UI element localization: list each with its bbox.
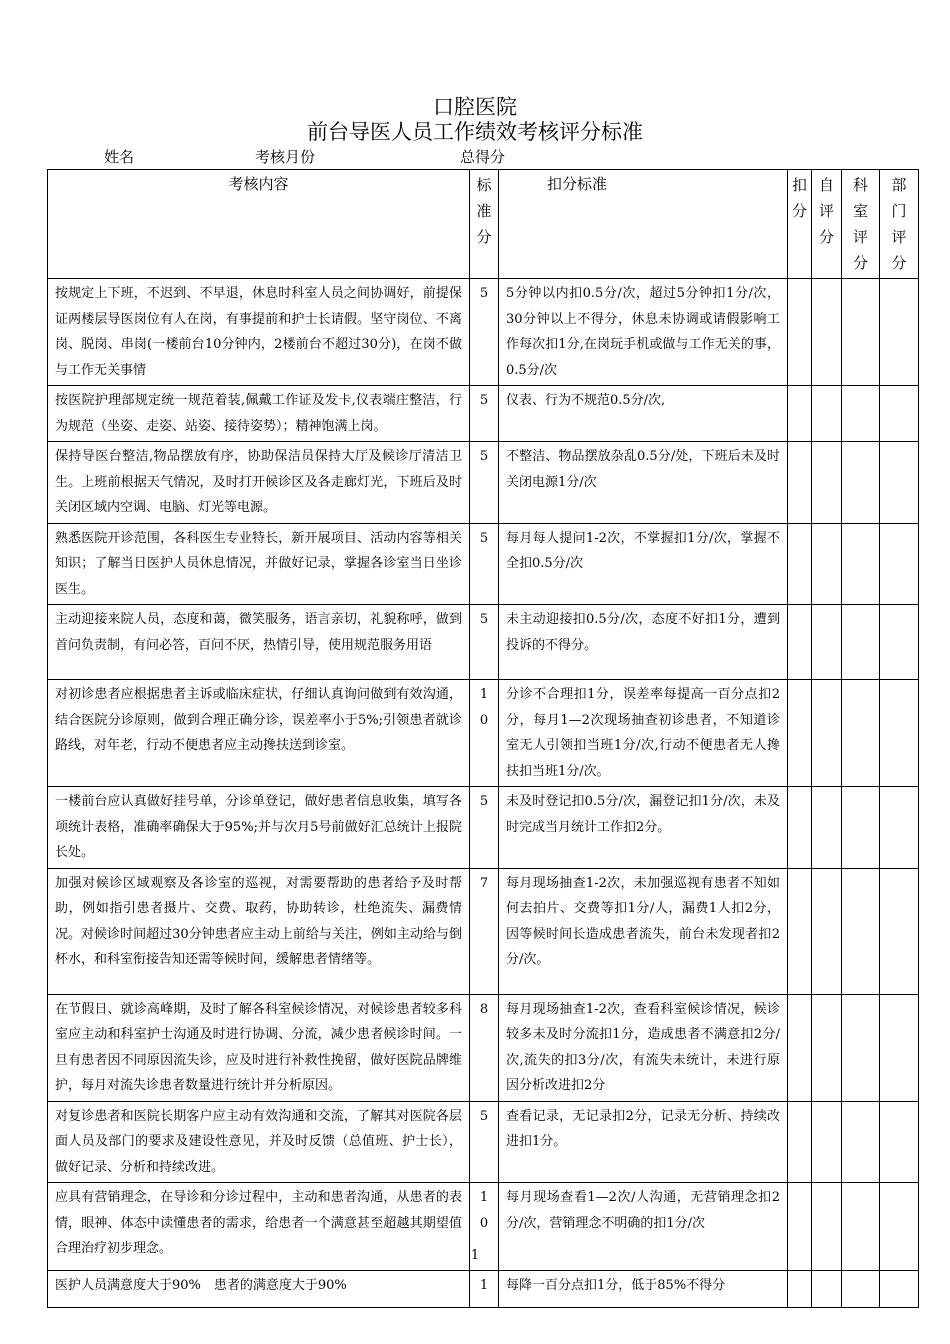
row-criteria: 未及时登记扣0.5分/次，漏登记扣1分/次，未及时完成当月统计工作扣2分。 xyxy=(499,787,788,869)
table-row xyxy=(48,1271,919,1308)
header-deduction: 扣分 xyxy=(788,170,812,279)
header-self-score: 自评分 xyxy=(812,170,842,279)
document-title: 口腔医院 xyxy=(433,95,517,119)
row-standard-score: 7 xyxy=(470,868,499,994)
document-subtitle: 前台导医人员工作绩效考核评分标准 xyxy=(307,120,643,144)
row-dept-score-cell[interactable] xyxy=(842,442,880,524)
row-division-score-cell[interactable] xyxy=(880,994,919,1101)
row-criteria: 仪表、行为不规范0.5分/次, xyxy=(499,386,788,442)
row-criteria: 5分钟以内扣0.5分/次，超过5分钟扣1分/次，30分钟以上不得分，休息未协调或请假影响工作每次扣1分,在岗玩手机或做与工作无关的事，0.5分/次 xyxy=(499,279,788,386)
header-content: 考核内容 xyxy=(48,170,470,279)
row-division-score-cell[interactable] xyxy=(880,605,919,680)
row-deduction-cell[interactable] xyxy=(788,1271,812,1308)
row-criteria: 分诊不合理扣1分，误差率每提高一百分点扣2分，每月1—2次现场抽查初诊患者，不知道诊室无人引领扣当班1分/次,行动不便患者无人搀扶扣当班1分/次。 xyxy=(499,680,788,787)
row-content: 在节假日、就诊高峰期，及时了解各科室候诊情况，对候诊患者较多科室应主动和科室护士沟通及时进行协调、分流，减少患者候诊时间。一旦有患者因不同原因流失诊，应及时进行补救性挽留，做好医院品牌维护，每月对流失诊患者数量进行统计并分析原因。 xyxy=(48,994,470,1101)
row-criteria: 每月现场查看1—2次/人沟通，无营销理念扣2分/次，营销理念不明确的扣1分/次 xyxy=(499,1183,788,1271)
table-row xyxy=(48,605,919,680)
name-field-label: 姓名 xyxy=(104,148,135,166)
row-content: 对复诊患者和医院长期客户应主动有效沟通和交流，了解其对医院各层面人员及部门的要求及建设性意见，并及时反馈（总值班、护士长），做好记录、分析和持续改进。 xyxy=(48,1101,470,1183)
page-number: 1 xyxy=(470,1248,480,1263)
table-row xyxy=(48,386,919,442)
row-content: 加强对候诊区域观察及各诊室的巡视，对需要帮助的患者给予及时帮助，例如指引患者摄片、交费、取药，协助转诊，杜绝流失、漏费情况。对候诊时间超过30分钟患者应主动上前给与关注，例如主动给与倒杯水，和科室衔接告知还需等候时间，缓解患者情绪等。 xyxy=(48,868,470,994)
row-deduction-cell[interactable] xyxy=(788,442,812,524)
row-deduction-cell[interactable] xyxy=(788,994,812,1101)
row-content: 保持导医台整洁,物品摆放有序，协助保洁员保持大厅及候诊厅清洁卫生。上班前根据天气情况，及时打开候诊区及各走廊灯光，下班后及时关闭区域内空调、电脑、灯光等电源。 xyxy=(48,442,470,524)
row-dept-score-cell[interactable] xyxy=(842,279,880,386)
row-deduction-cell[interactable] xyxy=(788,787,812,869)
month-field-label: 考核月份 xyxy=(255,148,316,166)
row-division-score-cell[interactable] xyxy=(880,442,919,524)
table-row xyxy=(48,279,919,386)
header-standard-score: 标准分 xyxy=(470,170,499,279)
row-division-score-cell[interactable] xyxy=(880,386,919,442)
row-content: 主动迎接来院人员，态度和蔼，微笑服务，语言亲切，礼貌称呼，做到首问负责制，有问必答，百问不厌，热情引导，使用规范服务用语 xyxy=(48,605,470,680)
row-self-score-cell[interactable] xyxy=(812,1271,842,1308)
header-division-score: 部门评分 xyxy=(880,170,919,279)
row-dept-score-cell[interactable] xyxy=(842,680,880,787)
row-content: 应具有营销理念，在导诊和分诊过程中，主动和患者沟通，从患者的表情，眼神、体态中读懂患者的需求，给患者一个满意甚至超越其期望值合理治疗初步理念。 xyxy=(48,1183,470,1271)
table-row xyxy=(48,523,919,605)
row-content: 医护人员满意度大于90% 患者的满意度大于90% xyxy=(48,1271,470,1308)
row-dept-score-cell[interactable] xyxy=(842,994,880,1101)
row-self-score-cell[interactable] xyxy=(812,868,842,994)
row-dept-score-cell[interactable] xyxy=(842,868,880,994)
row-standard-score: 5 xyxy=(470,523,499,605)
row-deduction-cell[interactable] xyxy=(788,1101,812,1183)
row-division-score-cell[interactable] xyxy=(880,787,919,869)
row-content: 按规定上下班，不迟到、不早退，休息时科室人员之间协调好，前提保证两楼层导医岗位有人在岗，有事提前和护士长请假。坚守岗位、不离岗、脱岗、串岗(一楼前台10分钟内，2楼前台不超过30分)，在岗不做与工作无关事情 xyxy=(48,279,470,386)
header-criteria: 扣分标准 xyxy=(499,170,788,279)
table-row xyxy=(48,994,919,1101)
row-criteria: 不整洁、物品摆放杂乱0.5分/处，下班后未及时关闭电源1分/次 xyxy=(499,442,788,524)
row-standard-score: 10 xyxy=(470,680,499,787)
row-criteria: 每月每人提问1-2次，不掌握扣1分/次，掌握不全扣0.5分/次 xyxy=(499,523,788,605)
row-content: 按医院护理部规定统一规范着装,佩戴工作证及发卡,仪表端庄整洁，行为规范（坐姿、走姿、站姿、接待姿势）；精神饱满上岗。 xyxy=(48,386,470,442)
row-standard-score: 5 xyxy=(470,279,499,386)
row-content: 对初诊患者应根据患者主诉或临床症状，仔细认真询问做到有效沟通，结合医院分诊原则，做到合理正确分诊，误差率小于5%;引领患者就诊路线，对年老，行动不便患者应主动搀扶送到诊室。 xyxy=(48,680,470,787)
row-self-score-cell[interactable] xyxy=(812,523,842,605)
row-self-score-cell[interactable] xyxy=(812,787,842,869)
row-self-score-cell[interactable] xyxy=(812,1101,842,1183)
row-criteria: 每月现场抽查1-2次，未加强巡视有患者不知如何去拍片、交费等扣1分/人，漏费1人扣2分，因等候时间长造成患者流失，前台未发现者扣2分/次。 xyxy=(499,868,788,994)
row-deduction-cell[interactable] xyxy=(788,279,812,386)
row-criteria: 查看记录，无记录扣2分，记录无分析、持续改进扣1分。 xyxy=(499,1101,788,1183)
row-criteria: 每降一百分点扣1分，低于85%不得分 xyxy=(499,1271,788,1308)
row-division-score-cell[interactable] xyxy=(880,523,919,605)
row-deduction-cell[interactable] xyxy=(788,605,812,680)
row-standard-score: 5 xyxy=(470,442,499,524)
row-deduction-cell[interactable] xyxy=(788,868,812,994)
row-self-score-cell[interactable] xyxy=(812,386,842,442)
row-deduction-cell[interactable] xyxy=(788,523,812,605)
row-standard-score: 5 xyxy=(470,787,499,869)
header-dept-score: 科室评分 xyxy=(842,170,880,279)
table-row xyxy=(48,787,919,869)
row-content: 熟悉医院开诊范围，各科医生专业特长，新开展项目、活动内容等相关知识；了解当日医护人员休息情况，并做好记录，掌握各诊室当日坐诊医生。 xyxy=(48,523,470,605)
row-dept-score-cell[interactable] xyxy=(842,1101,880,1183)
row-division-score-cell[interactable] xyxy=(880,868,919,994)
row-division-score-cell[interactable] xyxy=(880,680,919,787)
table-row xyxy=(48,680,919,787)
row-self-score-cell[interactable] xyxy=(812,680,842,787)
row-dept-score-cell[interactable] xyxy=(842,1271,880,1308)
table-header-row xyxy=(48,170,919,279)
row-dept-score-cell[interactable] xyxy=(842,523,880,605)
row-content: 一楼前台应认真做好挂号单，分诊单登记，做好患者信息收集，填写各项统计表格，准确率确保大于95%;并与次月5号前做好汇总统计上报院长处。 xyxy=(48,787,470,869)
row-deduction-cell[interactable] xyxy=(788,680,812,787)
row-deduction-cell[interactable] xyxy=(788,386,812,442)
table-row xyxy=(48,868,919,994)
row-standard-score: 8 xyxy=(470,994,499,1101)
row-standard-score: 5 xyxy=(470,605,499,680)
row-self-score-cell[interactable] xyxy=(812,279,842,386)
row-self-score-cell[interactable] xyxy=(812,994,842,1101)
row-standard-score: 1 xyxy=(470,1271,499,1308)
row-self-score-cell[interactable] xyxy=(812,605,842,680)
row-division-score-cell[interactable] xyxy=(880,1101,919,1183)
table-row xyxy=(48,1101,919,1183)
total-score-field-label: 总得分 xyxy=(460,148,506,166)
row-standard-score: 10 xyxy=(470,1183,499,1271)
row-division-score-cell[interactable] xyxy=(880,1271,919,1308)
row-dept-score-cell[interactable] xyxy=(842,386,880,442)
row-dept-score-cell[interactable] xyxy=(842,605,880,680)
row-standard-score: 5 xyxy=(470,1101,499,1183)
table-row xyxy=(48,442,919,524)
row-dept-score-cell[interactable] xyxy=(842,787,880,869)
row-self-score-cell[interactable] xyxy=(812,442,842,524)
row-criteria: 未主动迎接扣0.5分/次，态度不好扣1分，遭到投诉的不得分。 xyxy=(499,605,788,680)
row-division-score-cell[interactable] xyxy=(880,279,919,386)
scoring-table xyxy=(47,169,919,1308)
row-standard-score: 5 xyxy=(470,386,499,442)
row-criteria: 每月现场抽查1-2次，查看科室候诊情况，候诊较多未及时分流扣1分，造成患者不满意扣2分/次,流失的扣3分/次，有流失未统计，未进行原因分析改进扣2分 xyxy=(499,994,788,1101)
